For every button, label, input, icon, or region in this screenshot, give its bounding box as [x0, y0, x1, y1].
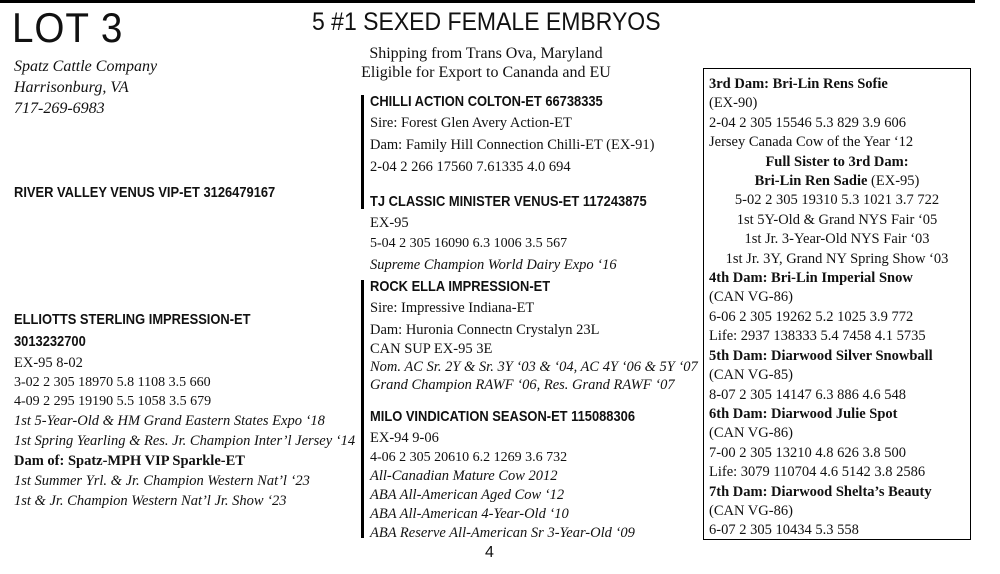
phone-number: 717-269-6983 [14, 100, 105, 117]
full-sister-honor: 1st 5Y-Old & Grand NYS Fair ‘05 [736, 211, 938, 228]
rock-honor: Grand Champion RAWF ‘06, Res. Grand RAWF ‘07 [370, 377, 675, 393]
chilli-name: CHILLI ACTION COLTON-ET 66738335 [370, 93, 603, 110]
milo-block [370, 406, 678, 543]
dam3-label: 3rd Dam: Bri-Lin Rens Sofie [709, 76, 888, 92]
full-sister-record: 5-02 2 305 19310 5.3 1021 3.7 722 [734, 192, 940, 209]
location: Harrisonburg, VA [14, 79, 129, 96]
dam-name: ELLIOTTS STERLING IMPRESSION-ET [14, 311, 251, 328]
sire-block [14, 184, 318, 201]
dam-honor: 1st 5-Year-Old & HM Grand Eastern States Expo ‘18 [14, 413, 325, 429]
chilli-block [370, 92, 654, 178]
rock-honor: Nom. AC Sr. 2Y & Sr. 3Y ‘03 & ‘04, AC 4Y ‘06 & 5Y ‘07 [370, 359, 698, 375]
dam6-label: 6th Dam: Diarwood Julie Spot [709, 405, 898, 422]
dam3-class: (EX-90) [709, 95, 758, 112]
milo-honor: ABA All-American Aged Cow ‘12 [370, 487, 565, 503]
milo-classification: EX-94 9-06 [370, 430, 439, 446]
dam7-record: 6-07 2 305 10434 5.3 558 [709, 522, 859, 539]
dam6-life: Life: 3079 110704 4.6 5142 3.8 2586 [709, 464, 926, 481]
full-sister-honor: 1st Jr. 3-Year-Old NYS Fair ‘03 [744, 231, 930, 248]
sire-name: RIVER VALLEY VENUS VIP-ET 3126479167 [14, 184, 276, 201]
full-sister-name: Bri-Lin Ren Sadie [754, 173, 868, 190]
milo-honor: ABA Reserve All-American Sr 3-Year-Old ‘09 [370, 525, 635, 541]
pedigree-bracket [361, 95, 364, 209]
chilli-sire: Sire: Forest Glen Avery Action-ET [370, 115, 572, 131]
company-name: Spatz Cattle Company [14, 58, 158, 75]
rock-classification: CAN SUP EX-95 3E [370, 341, 493, 357]
tj-name: TJ CLASSIC MINISTER VENUS-ET 117243875 [370, 193, 647, 210]
shipping-info [336, 44, 636, 82]
dam6-record: 7-00 2 305 13210 4.8 626 3.8 500 [709, 444, 906, 461]
full-sister-line [709, 172, 965, 191]
milo-record: 4-06 2 305 20610 6.2 1269 3.6 732 [370, 450, 568, 465]
tj-block [370, 191, 692, 276]
full-sister-honor: 1st Jr. 3Y, Grand NY Spring Show ‘03 [725, 250, 949, 267]
page-number: 4 [485, 544, 494, 561]
dam-of: Dam of: Spatz-MPH VIP Sparkle-ET [14, 453, 245, 469]
export-line: Eligible for Export to Cananda and EU [361, 64, 611, 81]
shipping-line: Shipping from Trans Ova, Maryland [369, 45, 603, 62]
dam-reg-number: 3013232700 [14, 333, 86, 350]
dam6-class: (CAN VG-86) [709, 425, 793, 442]
milo-honor: All-Canadian Mature Cow 2012 [370, 468, 558, 484]
maternal-line [709, 75, 965, 541]
lot-number: LOT 3 [12, 4, 124, 51]
dam-record: 4-09 2 295 19190 5.5 1058 3.5 679 [14, 394, 212, 409]
dam-of-honor: 1st Summer Yrl. & Jr. Champion Western Nat’l ‘23 [14, 473, 310, 489]
dam-honor: 1st Spring Yearling & Res. Jr. Champion Inter’l Jersey ‘14 [14, 433, 356, 449]
tj-record: 5-04 2 305 16090 6.3 1006 3.5 567 [370, 236, 568, 251]
rock-name: ROCK ELLA IMPRESSION-ET [370, 278, 551, 295]
full-sister-class: (EX-95) [867, 173, 920, 190]
milo-name: MILO VINDICATION SEASON-ET 115088306 [370, 408, 636, 425]
pedigree-bracket [361, 280, 364, 538]
headline: 5 #1 SEXED FEMALE EMBRYOS [312, 8, 661, 36]
dam4-record: 6-06 2 305 19262 5.2 1025 3.9 772 [709, 308, 914, 325]
rock-sire: Sire: Impressive Indiana-ET [370, 300, 535, 316]
milo-honor: ABA All-American 4-Year-Old ‘10 [370, 506, 569, 522]
full-sister-label: Full Sister to 3rd Dam: [765, 153, 909, 170]
dam-classification: EX-95 8-02 [14, 355, 83, 371]
dam-record: 3-02 2 305 18970 5.8 1108 3.5 660 [14, 375, 211, 390]
dam3-honor: Jersey Canada Cow of the Year ‘12 [709, 134, 914, 151]
dam4-class: (CAN VG-86) [709, 289, 793, 306]
dam-of-honor: 1st & Jr. Champion Western Nat’l Jr. Show ‘23 [14, 493, 287, 509]
dam-block [14, 309, 355, 511]
tj-classification: EX-95 [370, 215, 409, 231]
dam5-class: (CAN VG-85) [709, 367, 793, 384]
dam7-label: 7th Dam: Diarwood Shelta’s Beauty [709, 483, 932, 500]
dam5-record: 8-07 2 305 14147 6.3 886 4.6 548 [709, 386, 906, 403]
dam5-label: 5th Dam: Diarwood Silver Snowball [709, 347, 933, 364]
top-rule [0, 0, 975, 3]
chilli-record: 2-04 2 266 17560 7.61335 4.0 694 [370, 159, 571, 175]
tj-honor: Supreme Champion World Dairy Expo ‘16 [370, 257, 617, 273]
chilli-dam: Dam: Family Hill Connection Chilli-ET (EX-91) [370, 137, 655, 153]
dam3-record: 2-04 2 305 15546 5.3 829 3.9 606 [709, 114, 906, 131]
contact-block [14, 56, 157, 119]
rock-dam: Dam: Huronia Connectn Crystalyn 23L [370, 322, 600, 338]
rock-block [370, 277, 698, 394]
dam7-class: (CAN VG-86) [709, 502, 793, 519]
dam4-life: Life: 2937 138333 5.4 7458 4.1 5735 [709, 328, 926, 345]
dam4-label: 4th Dam: Bri-Lin Imperial Snow [709, 270, 913, 287]
